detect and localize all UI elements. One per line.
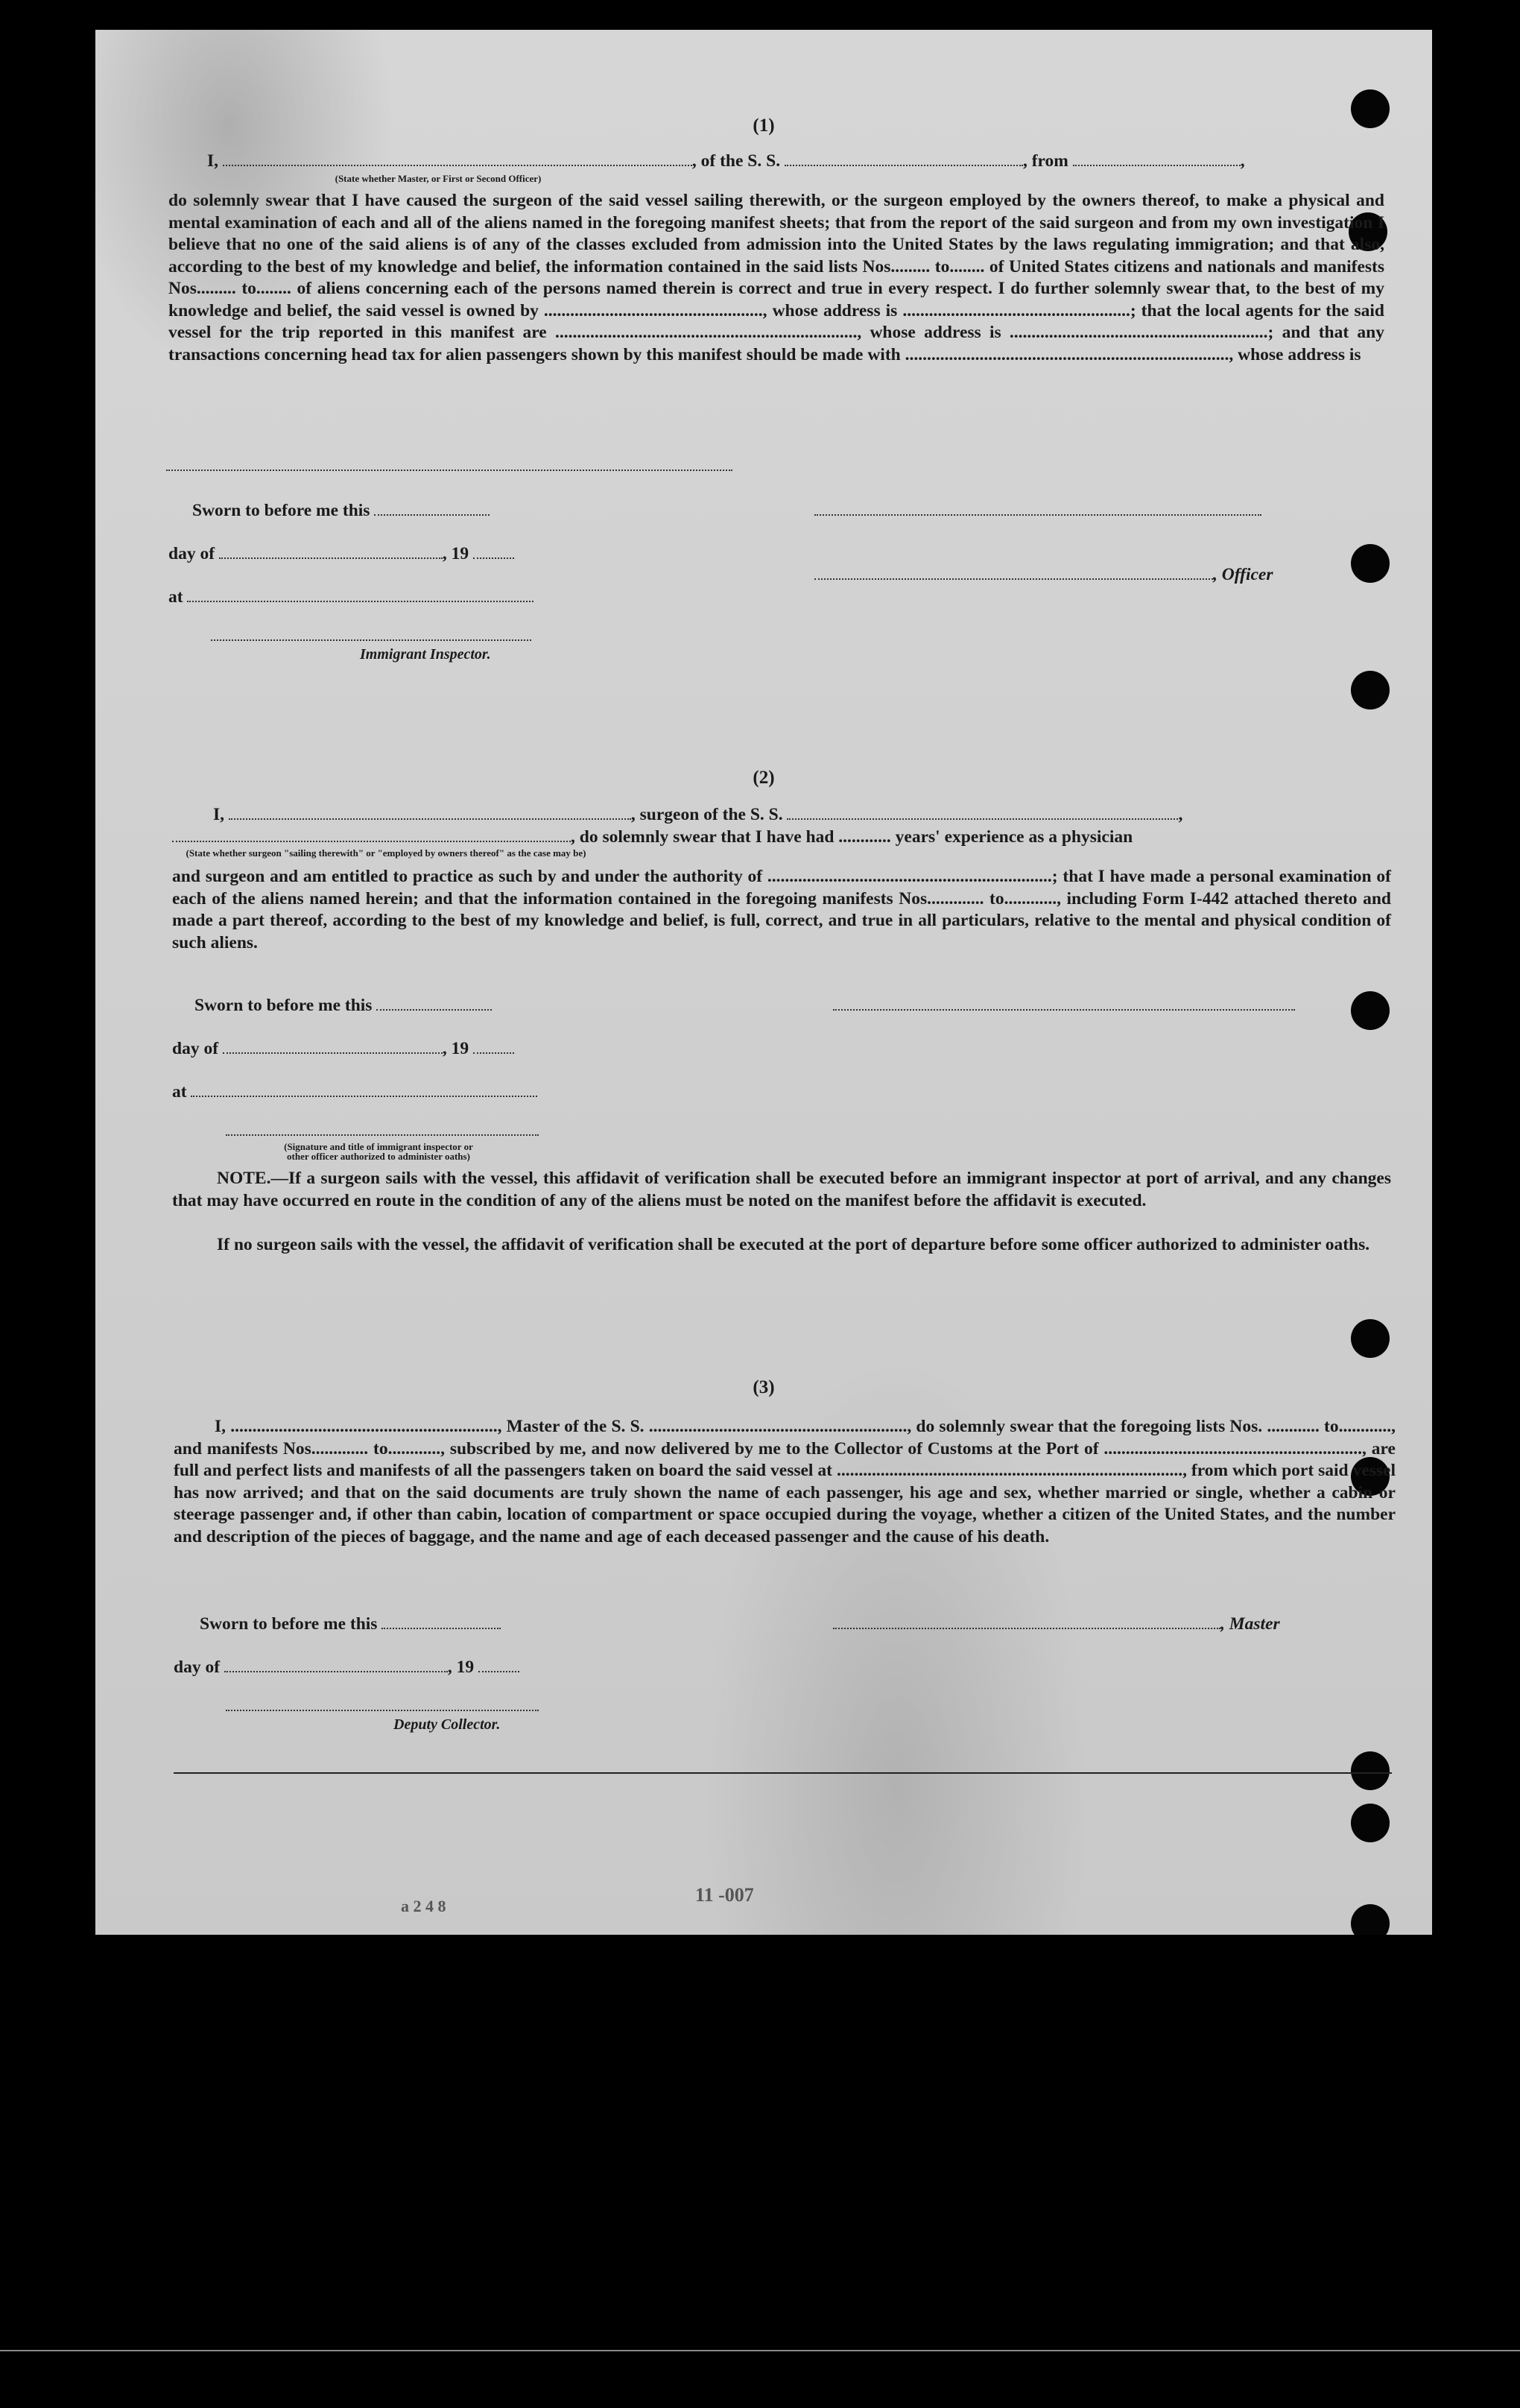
text: day of (174, 1658, 221, 1677)
text: Sworn to before me this (194, 996, 373, 1015)
master-line (833, 1614, 1280, 1634)
day-of-line (174, 1658, 519, 1678)
inspector-signature-line[interactable] (226, 1134, 539, 1136)
surgeon-first-line (213, 805, 1182, 825)
text: , from (1022, 151, 1068, 171)
blank-name[interactable] (223, 151, 692, 166)
document-page (95, 30, 1432, 1935)
field-caption: (State whether Master, or First or Second Officer) (335, 173, 542, 184)
blank-place[interactable] (187, 587, 533, 602)
text: , (1178, 805, 1183, 824)
punch-hole (1351, 991, 1390, 1030)
blank-master[interactable] (833, 1614, 1220, 1629)
text: , of the S. S. (691, 151, 781, 171)
at-line (172, 1082, 537, 1102)
inspector-signature-line[interactable] (211, 639, 531, 641)
blank-vessel[interactable] (787, 805, 1178, 820)
note-label: NOTE. (217, 1169, 271, 1188)
oath-first-line (207, 151, 1245, 171)
verification-paragraph: I, ............................................................., Master of the S. S. ..........................................................., do solemnly swear that the foregoing lists Nos. ............ to............, and manifests Nos............. to............, subscribed by me, and now delivered by me to the Collector of Customs at the Port of ..........................................................., are full and perfect lists and manifests of all the passengers taken on board the said vessel at ..............................................................................., from which port said vessel has now arrived; and that on the said documents are truly shown the name of each passenger, his age and sex, whether married or single, whether a cabin or steerage passenger and, if other than cabin, location of compartment or space occupied during the voyage, whether a citizen of the United States, and the number and description of the pieces of baggage, and the name and age of each deceased passenger and the cause of his death. (174, 1417, 1396, 1546)
field-caption: (State whether surgeon "sailing therewith" or "employed by owners thereof" as the case may be) (186, 847, 586, 859)
signature-label: Deputy Collector. (393, 1716, 501, 1733)
blank-month[interactable] (223, 1039, 443, 1054)
blank-surgeon-type[interactable] (172, 827, 571, 842)
blank-place[interactable] (191, 1082, 537, 1097)
day-of-line (168, 544, 514, 564)
continuation-line[interactable] (166, 470, 732, 471)
sworn-line (200, 1614, 501, 1634)
blank-port[interactable] (1073, 151, 1241, 166)
blank-name[interactable] (229, 805, 631, 820)
text: , Master (1220, 1614, 1280, 1634)
blank-officer[interactable] (814, 565, 1213, 580)
at-line (168, 587, 533, 607)
punch-hole (1351, 544, 1390, 583)
surgeon-second-line (172, 827, 1133, 847)
punch-hole (1351, 1751, 1390, 1790)
section-number: (1) (753, 116, 775, 136)
sworn-line (192, 501, 490, 521)
oath-paragraph: do solemnly swear that I have caused the surgeon of the said vessel sailing therewith, or the surgeon employed by the owners thereof, to make a physical and mental examination of each and all of the aliens named in the foregoing manifest sheets; that from the report of the said surgeon and from my own investigation I believe that no one of the said aliens is of any of the classes excluded from admission into the United States by the laws regulating immigration; and that also, according to the best of my knowledge and belief, the information contained in the said lists Nos......... to........ of United States citizens and nationals and manifests Nos......... to........ of aliens concerning each of the persons named therein is correct and true in every respect. I do further solemnly swear that, to the best of my knowledge and belief, the said vessel is owned by .................................................., whose address is ....................................................; that the local agents for the said vessel for the trip reported in this manifest are ....................................................................., whose address is ...........................................................; and that any transactions concerning head tax for alien passengers shown by this manifest should be made with .........................................................................., whose address is (168, 191, 1384, 364)
signature-label: Immigrant Inspector. (360, 646, 491, 663)
blank-month[interactable] (219, 544, 443, 559)
officer-line (814, 565, 1273, 585)
punch-hole (1351, 1904, 1390, 1935)
blank-month[interactable] (224, 1658, 448, 1672)
text: Sworn to before me this (200, 1614, 378, 1634)
blank-date[interactable] (376, 996, 492, 1011)
punch-hole (1351, 671, 1390, 710)
signature-caption: (Signature and title of immigrant inspector or (284, 1141, 473, 1152)
note-paragraph-2: If no surgeon sails with the vessel, the affidavit of verification shall be executed at the port of departure before some officer authorized to administer oaths. (217, 1235, 1370, 1254)
signature-line[interactable] (814, 514, 1261, 516)
text: I, (207, 151, 219, 171)
text: , Officer (1213, 565, 1273, 584)
note-paragraph (172, 1168, 1391, 1212)
faint-stamp-number: 11 -007 (695, 1884, 754, 1906)
text: at (172, 1082, 187, 1102)
signature-caption: other officer authorized to administer oaths) (287, 1151, 470, 1162)
text: day of (168, 544, 215, 563)
text: , 19 (447, 1658, 475, 1677)
punch-hole (1351, 1319, 1390, 1358)
text: day of (172, 1039, 219, 1058)
text: , 19 (442, 1039, 469, 1058)
horizontal-rule (174, 1772, 1392, 1774)
signature-line[interactable] (833, 1009, 1295, 1011)
collector-signature-line[interactable] (226, 1710, 539, 1711)
text: , (1240, 151, 1245, 171)
blank-year[interactable] (473, 544, 514, 559)
day-of-line (172, 1039, 514, 1059)
section-number: (3) (753, 1377, 775, 1397)
faint-stamp-text: a 2 4 8 (401, 1897, 446, 1915)
blank-vessel[interactable] (785, 151, 1023, 166)
blank-year[interactable] (473, 1039, 514, 1054)
blank-year[interactable] (478, 1658, 519, 1672)
punch-hole (1351, 1804, 1390, 1842)
text: , 19 (442, 544, 469, 563)
scan-edge-line (0, 2350, 1520, 2351)
surgeon-paragraph: and surgeon and am entitled to practice as such by and under the authority of .................................................................; that I have made a personal examination of each of the aliens named herein; and that the information contained in the foregoing manifests Nos............. to............, including Form I-442 attached thereto and made a part thereof, according to the best of my knowledge and belief, is full, correct, and true in all particulars, relative to the mental and physical condition of such aliens. (172, 867, 1391, 952)
text: I, (213, 805, 225, 824)
text: —If a surgeon sails with the vessel, this affidavit of verification shall be executed before an immigrant inspector at port of arrival, and any changes that may have occurred en route in the condition of any of the aliens must be noted on the manifest before the affidavit is executed. (172, 1169, 1391, 1210)
blank-date[interactable] (374, 501, 490, 516)
text: Sworn to before me this (192, 501, 370, 520)
sworn-line (194, 996, 492, 1016)
section-number: (2) (753, 768, 775, 788)
blank-date[interactable] (381, 1614, 501, 1629)
text: , do solemnly swear that I have had ............ years' experience as a physician (571, 827, 1133, 847)
text: at (168, 587, 183, 607)
text: , surgeon of the S. S. (630, 805, 783, 824)
